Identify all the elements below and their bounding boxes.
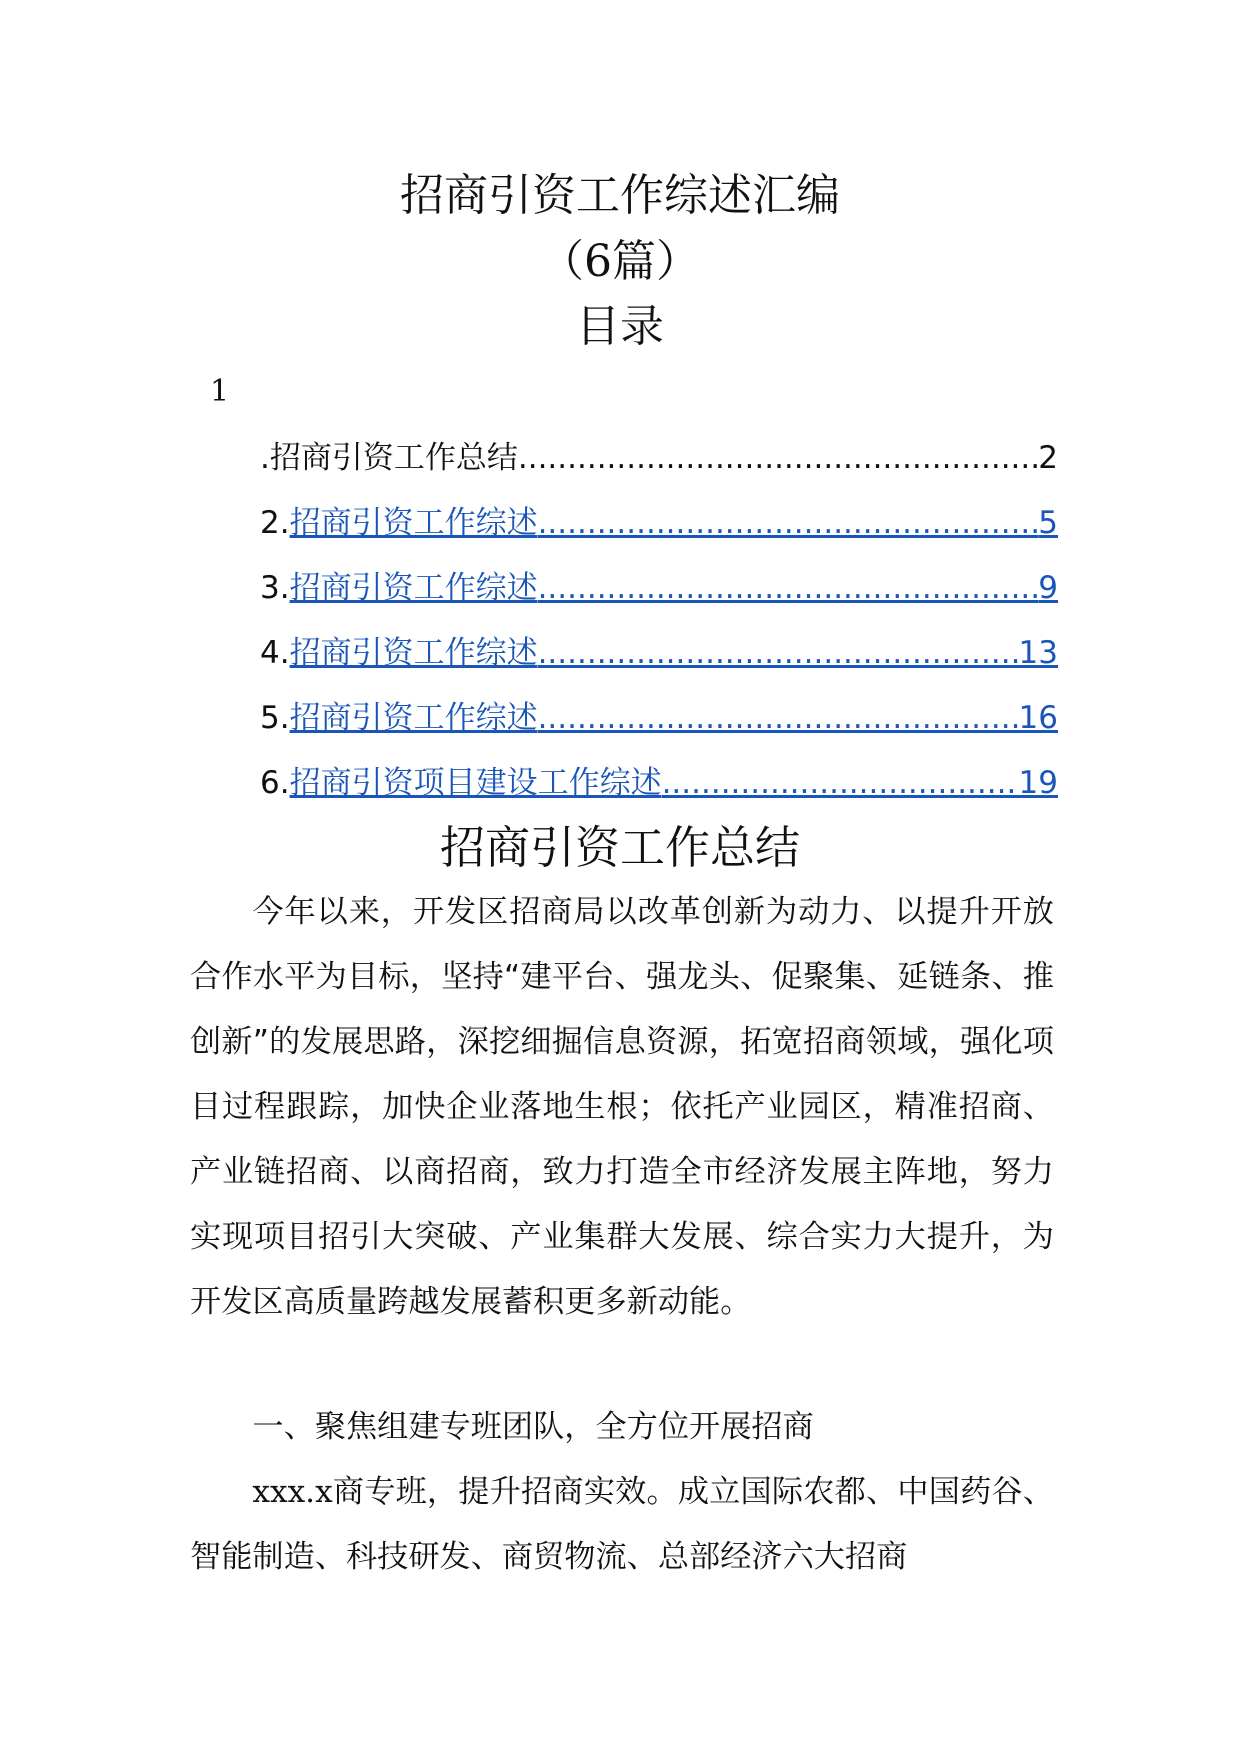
toc-leader-dots <box>518 436 1038 480</box>
toc-entry-page: 13 <box>1018 635 1058 671</box>
toc-entry-6 <box>260 761 1058 826</box>
section-heading-1: 一、聚焦组建专班团队，全方位开展招商 <box>252 1409 814 1445</box>
toc-entry-5 <box>260 696 1058 761</box>
toc-entry-page: 2 <box>1038 440 1058 476</box>
toc-entry-title: 招商引资工作综述 <box>289 635 538 671</box>
toc-entry-4 <box>260 631 1058 696</box>
toc-link-3[interactable] <box>290 566 1058 610</box>
toc-leader-dots <box>538 566 1039 610</box>
toc-entry-title: .招商引资工作总结 <box>260 440 518 476</box>
toc-entry-number: 6. <box>260 765 290 801</box>
toc-heading: 目录 <box>576 301 664 352</box>
document-title: 招商引资工作综述汇编 <box>400 170 840 221</box>
toc-entry-number: 4. <box>260 635 290 671</box>
body-paragraph-2 <box>190 1460 1054 1590</box>
toc-entry-page: 5 <box>1038 505 1058 541</box>
toc-link-1[interactable] <box>260 436 1058 480</box>
toc-link-4[interactable] <box>290 631 1058 675</box>
toc-entry-number: 2. <box>260 505 290 541</box>
toc-leader-dots <box>538 631 1019 675</box>
subtitle-count: 6 <box>584 236 612 287</box>
toc-entry-3 <box>260 566 1058 631</box>
toc-entry-title: 招商引资工作综述 <box>289 505 538 541</box>
subtitle-open: （ <box>540 236 584 287</box>
toc-link-5[interactable] <box>290 696 1058 740</box>
toc-leader-dots <box>538 696 1019 740</box>
document-subtitle <box>0 232 1240 292</box>
body-paragraph-intro: 今年以来，开发区招商局以改革创新为动力、以提升开放合作水平为目标，坚持“建平台、强龙头、促聚集、延链条、推创新”的发展思路，深挖细掘信息资源，拓宽招商领域，强化项目过程跟踪，加快企业落地生根；依托产业园区，精准招商、产业链招商、以商招商，致力打造全市经济发展主阵地，努力实现项目招引大突破、产业集群大发展、综合实力大提升，为开发区高质量跨越发展蓄积更多新动能。 <box>190 894 1054 1320</box>
section-title: 招商引资工作总结 <box>439 821 800 874</box>
toc-entry-page: 19 <box>1018 765 1058 801</box>
toc-entry-page: 9 <box>1038 570 1058 606</box>
subtitle-rest: 篇） <box>612 236 700 287</box>
toc-entry-page: 16 <box>1018 700 1058 736</box>
toc-entry-title: 招商引资工作综述 <box>289 570 538 606</box>
toc-entry-1 <box>260 436 1058 501</box>
toc-leader-dots <box>662 761 1019 805</box>
toc-entry-title: 招商引资项目建设工作综述 <box>289 765 662 801</box>
toc-entry-2 <box>260 501 1058 566</box>
toc-link-6[interactable] <box>290 761 1058 805</box>
toc-entry-number: 5. <box>260 700 290 736</box>
page-marker: 1 <box>210 374 230 409</box>
toc-entry-title: 招商引资工作综述 <box>289 700 538 736</box>
redacted-text: xxx.x <box>252 1474 333 1510</box>
toc-link-2[interactable] <box>290 501 1058 545</box>
paragraph-text: 商专班，提升招商实效。成立国际农都、中国药谷、智能制造、科技研发、商贸物流、总部经济六大招商 <box>190 1474 1054 1575</box>
table-of-contents <box>260 436 1058 826</box>
toc-leader-dots <box>538 501 1039 545</box>
toc-entry-number: 3. <box>260 570 290 606</box>
